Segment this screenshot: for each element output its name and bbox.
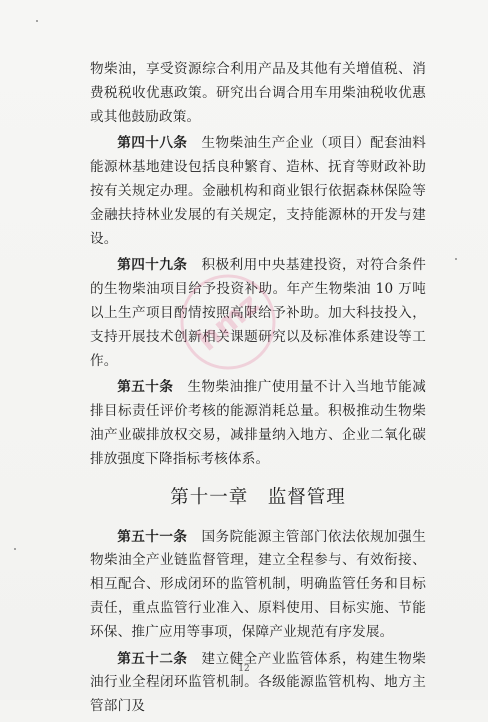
paragraph-continued <box>90 58 426 129</box>
article-50 <box>90 376 426 471</box>
paragraph-text: 积极利用中央基建投资，对符合条件的生物柴油项目给予投资补助。年产生物柴油 10 万吨以上生产项目酌情按照高限给予补助。加大科技投入，支持开展技术创新相关课题研究以及标准体系建设等工作。 <box>90 257 427 369</box>
scan-speck <box>14 548 16 550</box>
article-52 <box>90 648 426 719</box>
article-51 <box>90 526 426 645</box>
article-49 <box>90 254 426 373</box>
article-number: 第五十条 <box>117 379 174 396</box>
article-number: 第五十二条 <box>117 650 188 667</box>
page-number: 12 <box>238 664 250 674</box>
chapter-heading: 第十一章 监督管理 <box>170 486 346 508</box>
watermark-text: hmz <box>190 286 267 359</box>
article-number: 第四十八条 <box>117 135 188 152</box>
paragraph-text: 物柴油，享受资源综合利用产品及其他有关增值税、消费税税收优惠政策。研究出台调合用车用柴油税收优惠或其他鼓励政策。 <box>90 61 426 125</box>
article-number: 第四十九条 <box>117 257 188 274</box>
paragraph-text: 国务院能源主管部门依法依规加强生物柴油全产业链监督管理，建立全程参与、有效衔接、相互配合、形成闭环的监管机制，明确监管任务和目标责任，重点监管行业准入、原料使用、目标实施、节能环保、推广应用等事项，保障产业规范有序发展。 <box>90 528 427 640</box>
article-48 <box>90 132 426 251</box>
paragraph-text: 生物柴油生产企业（项目）配套油料能源林基地建设包括良种繁育、造林、抚育等财政补助按有关规定办理。金融机构和商业银行依据森林保险等金融扶持林业发展的有关规定，支持能源林的开发与建设。 <box>90 135 427 247</box>
paragraph-text: 建立健全产业监管体系，构建生物柴油行业全程闭环监管机制。各级能源监管机构、地方主管部门及 <box>90 650 427 715</box>
article-number: 第五十一条 <box>117 528 188 545</box>
scan-speck <box>455 258 457 260</box>
paragraph-text: 生物柴油推广使用量不计入当地节能减排目标责任评价考核的能源消耗总量。积极推动生物柴油产业碳排放权交易，减排量纳入地方、企业二氧化碳排放强度下降指标考核体系。 <box>90 379 427 467</box>
page-body <box>90 58 426 722</box>
scan-speck <box>36 20 38 22</box>
